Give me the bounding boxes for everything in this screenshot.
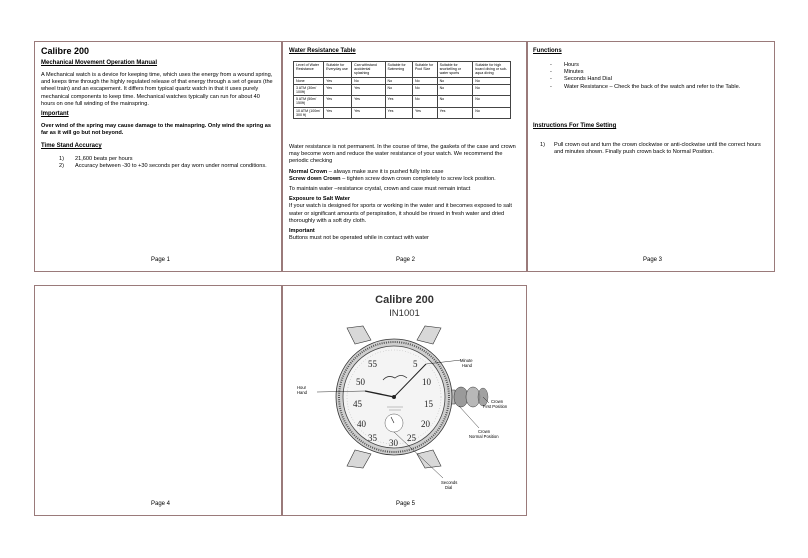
table-cell: Yes (437, 107, 473, 118)
section-heading-accuracy: Time Stand Accuracy (41, 143, 102, 149)
table-cell: Yes (324, 77, 352, 84)
table-cell: No (352, 77, 385, 84)
important-text: Buttons must not be operated while in contact with water (289, 235, 429, 242)
table-cell: No (473, 96, 511, 107)
normal-crown-text: – always make sure it is pushed fully into case (327, 168, 444, 175)
table-cell: 3 ATM (30m/ 100ft) (294, 84, 324, 95)
table-cell: Yes (385, 96, 412, 107)
manual-page-3 (527, 41, 775, 272)
table-cell: No (473, 77, 511, 84)
crown-notes (289, 169, 523, 183)
dial-number: 50 (356, 377, 365, 387)
manual-page-2 (282, 41, 527, 272)
table-cell: Yes (324, 84, 352, 95)
table-header-cell: Suitable for Swimming (385, 62, 412, 78)
label-crown-normal: Crown (478, 429, 491, 434)
dial-number: 20 (421, 419, 430, 429)
dial-number: 55 (368, 359, 377, 369)
table-cell: 10 ATM (100m/ 300 ft) (294, 107, 324, 118)
table-cell: Yes (324, 96, 352, 107)
label-hour-hand: Hour (297, 385, 307, 390)
dial-number: 25 (407, 433, 416, 443)
functions-list (550, 62, 770, 91)
section-heading-important: Important (41, 111, 69, 117)
hands-pivot (392, 395, 396, 399)
table-cell: No (385, 84, 412, 95)
label-crown-first: First Position (483, 404, 508, 409)
section-heading-time-setting: Instructions For Time Setting (533, 123, 617, 129)
list-item (59, 163, 269, 170)
manual-page-5 (282, 285, 527, 516)
warning-paragraph: Over wind of the spring may cause damage to the mainspring. Only wind the spring as far as it will go but not beyond. (41, 123, 272, 137)
table-cell: Yes (352, 107, 385, 118)
table-header-cell: Suitable for Everyday use (324, 62, 352, 78)
table-header-cell: Level of Water Resistance (294, 62, 324, 78)
page-title: Calibre 200 (375, 294, 434, 306)
dial-number: 30 (389, 438, 398, 448)
table-cell: No (473, 84, 511, 95)
screw-crown-text: – tighten screw down crown completely to screw lock position. (340, 175, 496, 182)
intro-paragraph: A Mechanical watch is a device for keeping time, which uses the energy from a wound spring, and keeps time through the highly regulated release of that energy through a set of gears (the wheel train) and an escapement. It differs from typical quartz watch in that it uses purely mechanical components to keep time. Mechanical watches typically can run for about 40 hours on one full winding of the mainspring. (41, 72, 273, 107)
label-crown-normal: Normal Position (469, 434, 499, 439)
accuracy-list (59, 156, 269, 170)
label-minute-hand: Minute (460, 358, 473, 363)
maintain-paragraph: To maintain water –resistance crystal, crown and case must remain intact (289, 186, 471, 193)
list-item (550, 76, 770, 83)
salt-heading: Exposure to Salt Water (289, 196, 351, 203)
important-section (289, 228, 523, 242)
table-cell: No (437, 96, 473, 107)
label-hour-hand: Hand (297, 390, 308, 395)
table-header-cell: Suitable for snorkelling or water sports (437, 62, 473, 78)
table-cell: Yes (352, 96, 385, 107)
list-number: 2) (59, 163, 64, 170)
list-item (550, 84, 770, 91)
label-crown-first: Crown (491, 399, 504, 404)
list-item (550, 69, 770, 76)
salt-section (289, 196, 523, 225)
list-number: 1) (59, 156, 64, 162)
table-cell: No (413, 77, 438, 84)
list-text: Pull crown out and turn the crown clockwise or anti-clockwise until the correct hours and minutes shown. Finally push crown back to Normal Position. (554, 142, 761, 156)
list-item (550, 62, 770, 69)
model-number: IN1001 (389, 308, 420, 319)
table-cell: No (473, 107, 511, 118)
label-seconds-dial: Seconds (441, 480, 458, 485)
manual-page-1 (34, 41, 282, 272)
page-number: Page 1 (151, 257, 171, 263)
dial-number: 45 (353, 399, 362, 409)
page-number: Page 2 (396, 257, 416, 263)
list-text: Minutes (564, 69, 584, 76)
list-text: Seconds Hand Dial (564, 76, 612, 83)
screw-crown-label: Screw down Crown (289, 175, 341, 182)
dial-number: 15 (424, 399, 433, 409)
table-cell: Yes (352, 84, 385, 95)
bullet: - (550, 62, 552, 68)
table-cell: No (385, 77, 412, 84)
list-text: Water Resistance – Check the back of the watch and refer to the Table. (564, 83, 741, 90)
section-heading-functions: Functions (533, 48, 562, 54)
list-number: 1) (540, 142, 545, 148)
label-minute-hand: Hand (462, 363, 473, 368)
table-cell: Yes (413, 107, 438, 118)
list-item (59, 156, 269, 163)
table-cell: No (413, 96, 438, 107)
water-resistance-notes (289, 144, 523, 245)
table-row (294, 96, 511, 107)
dial-number: 35 (368, 433, 377, 443)
dial-number: 40 (357, 419, 366, 429)
watch-diagram (283, 286, 526, 515)
table-cell: No (413, 84, 438, 95)
table-cell: No (437, 77, 473, 84)
page-number: Page 4 (151, 501, 171, 507)
section-heading-water-table: Water Resistance Table (289, 48, 356, 54)
bullet: - (550, 83, 552, 90)
page-title: Calibre 200 (41, 46, 90, 56)
manual-page-4 (34, 285, 282, 516)
table-cell: Yes (385, 107, 412, 118)
table-row (294, 107, 511, 118)
table-cell: None (294, 77, 324, 84)
list-text: 21,600 beats per hours (75, 156, 133, 162)
table-header-cell: Suitable for Pool Size (413, 62, 438, 78)
water-resistance-table (293, 61, 511, 119)
bullet: - (550, 69, 552, 76)
table-cell: 5 ATM (50m/ 150ft) (294, 96, 324, 107)
table-cell: Yes (324, 107, 352, 118)
dial-number: 10 (422, 377, 431, 387)
bullet: - (550, 76, 552, 83)
table-header-cell: Can withstand accidental splashing (352, 62, 385, 78)
label-seconds-dial: Dial (445, 485, 453, 490)
table-row (294, 84, 511, 95)
table-header-row (294, 62, 511, 78)
list-text: Hours (564, 62, 579, 68)
dial-number: 5 (413, 359, 418, 369)
table-cell: No (437, 84, 473, 95)
section-heading-manual: Mechanical Movement Operation Manual (41, 60, 158, 66)
table-header-cell: Suitable for high board diving or sub-aqua diving (473, 62, 511, 78)
time-setting-step (540, 142, 768, 156)
page-number: Page 5 (396, 501, 416, 507)
normal-crown-label: Normal Crown (289, 168, 328, 175)
table-row (294, 77, 511, 84)
list-text: Accuracy between -30 to +30 seconds per day worn under normal conditions. (75, 163, 267, 170)
page-number: Page 3 (643, 257, 663, 263)
important-heading: Important (289, 228, 315, 235)
permanence-paragraph: Water resistance is not permanent. In the course of time, the gaskets of the case and crown may become worn and reduce the water resistance of your watch. We recommend the periodic checking (289, 144, 516, 165)
salt-text: If your watch is designed for sports or working in the water and it becomes exposed to salt water or significant amounts of perspiration, it should be rinsed in fresh water and dried thoroughly with a soft dry cloth. (289, 203, 512, 224)
